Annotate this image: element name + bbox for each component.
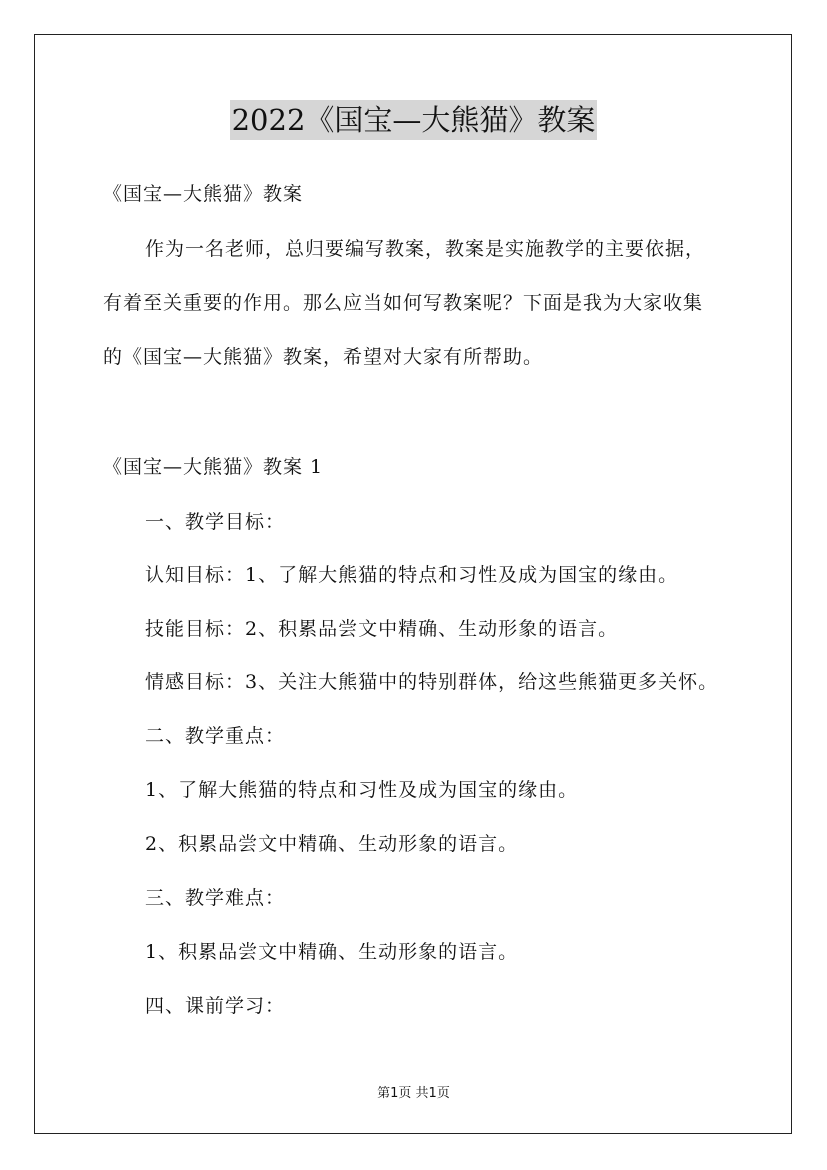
body-line: 2、积累品尝文中精确、生动形象的语言。: [145, 833, 519, 855]
body-line: 三、教学难点：: [145, 887, 286, 909]
section-heading: 《国宝—大熊猫》教案 1: [103, 456, 324, 478]
document-title: 2022《国宝—大熊猫》教案: [230, 100, 598, 140]
body-line: 二、教学重点：: [145, 725, 286, 747]
body-line: 1、了解大熊猫的特点和习性及成为国宝的缘由。: [145, 779, 579, 801]
intro-line-1: 作为一名老师，总归要编写教案，教案是实施教学的主要依据，: [145, 238, 706, 260]
page-footer: 第1页 共1页: [377, 1086, 450, 1101]
intro-line-3: 的《国宝—大熊猫》教案，希望对大家有所帮助。: [103, 346, 544, 368]
body-line: 四、课前学习：: [145, 995, 286, 1017]
body-line: 情感目标：3、关注大熊猫中的特别群体，给这些熊猫更多关怀。: [145, 671, 719, 693]
body-line: 技能目标：2、积累品尝文中精确、生动形象的语言。: [145, 618, 619, 640]
title-container: [0, 100, 827, 140]
body-line: 认知目标：1、了解大熊猫的特点和习性及成为国宝的缘由。: [145, 564, 679, 586]
body-line: 1、积累品尝文中精确、生动形象的语言。: [145, 941, 519, 963]
body-line: 一、教学目标：: [145, 511, 286, 533]
intro-line-2: 有着至关重要的作用。那么应当如何写教案呢？下面是我为大家收集: [103, 292, 704, 314]
document-subtitle: 《国宝—大熊猫》教案: [103, 183, 304, 205]
